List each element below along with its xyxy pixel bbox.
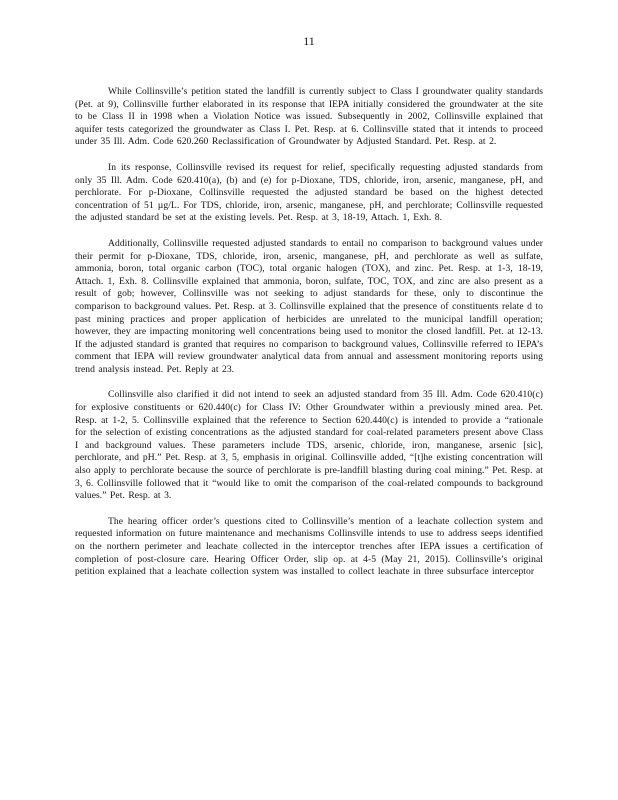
paragraph-revised-request: In its response, Collinsville revised its request for relief, specifically requesting adjusted standards from only 35 Ill. Adm. Code 620.410(a), (b) and (e) for p-Dioxane, TDS, chloride, iron, arsenic, manganese, pH, and perchlorate. For p-Dioxane, Collinsville requested the adjusted standard be based on the highest detected concentration of 51 µg/L. For TDS, chloride, iron, arsenic, manganese, pH, and perchlorate; Collinsville requested the adjusted standard be set at the existing levels. Pet. Resp. at 3, 18-19, Attach. 1, Exh. 8. [75,161,543,224]
paragraph-reclassification: While Collinsville’s petition stated the landfill is currently subject to Class I groundwater quality standards (Pet. at 9), Collinsville further elaborated in its response that IEPA initially considered the groundwater at the site to be Class II in 1998 when a Violation Notice was issued. Subsequently in 2002, Collinsville explained that aquifer tests categorized the groundwater as Class I. Pet. Resp. at 6. Collinsville stated that it intends to proceed under 35 Ill. Adm. Code 620.260 Reclassification of Groundwater by Adjusted Standard. Pet. Resp. at 2. [75,86,543,148]
paragraph-leachate-collection: The hearing officer order’s questions cited to Collinsville’s mention of a leachate collection system and requested information on future maintenance and mechanisms Collinsville intends to use to address seeps identified on the northern perimeter and leachate collected in the interceptor trenches after IEPA issues a certification of completion of post-closure care. Hearing Officer Order, slip op. at 4-5 (May 21, 2015). Collinsville’s original petition explained that a leachate collection system was installed to collect leachate in three subsurface interceptor [75,515,543,578]
paragraph-clarification: Collinsville also clarified it did not intend to seek an adjusted standard from 35 Ill. Adm. Code 620.410(c) for explosive constituents or 620.440(c) for Class IV: Other Groundwater within a previously mined area. Pet. Resp. at 1-2, 5. Collinsville explained that the reference to Section 620.440(c) is intended to provide a “rationale for the selection of existing concentrations as the adjusted standard for coal-related parameters present above Class I and background values. These parameters include TDS, arsenic, chloride, iron, manganese, arsenic [sic], perchlorate, and pH.” Pet. Resp. at 3, 5, emphasis in original. Collinsville added, “[t]he existing concentration will also apply to perchlorate because the source of perchlorate is pre-landfill blasting during coal mining.” Pet. Resp. at 3, 6. Collinsville followed that it “would like to omit the comparison of the coal-related compounds to background values.” Pet. Resp. at 3. [75,389,543,502]
page-number: 11 [303,34,315,48]
paragraph-background-comparison: Additionally, Collinsville requested adjusted standards to entail no comparison to background values under their permit for p-Dioxane, TDS, chloride, iron, arsenic, manganese, pH, and perchlorate as well as sulfate, ammonia, boron, total organic carbon (TOC), total organic halogen (TOX), and zinc. Pet. Resp. at 1-3, 18-19, Attach. 1, Exh. 8. Collinsville explained that ammonia, boron, sulfate, TOC, TOX, and zinc are also present as a result of gob; however, Collinsville was not seeking to adjust standards for these, only to discontinue the comparison to background values. Pet. Resp. at 3. Collinsville explained that the presence of constituents relate d to past mining practices and proper application of herbicides are unrelated to the municipal landfill operation; however, they are impacting monitoring well concentrations being used to monitor the closed landfill. Pet. at 12-13. If the adjusted standard is granted that requires no comparison to background values, Collinsville referred to IEPA’s comment that IEPA will review groundwater analytical data from annual and assessment monitoring reports using trend analysis instead. Pet. Reply at 23. [75,237,543,375]
body-text [75,86,543,592]
